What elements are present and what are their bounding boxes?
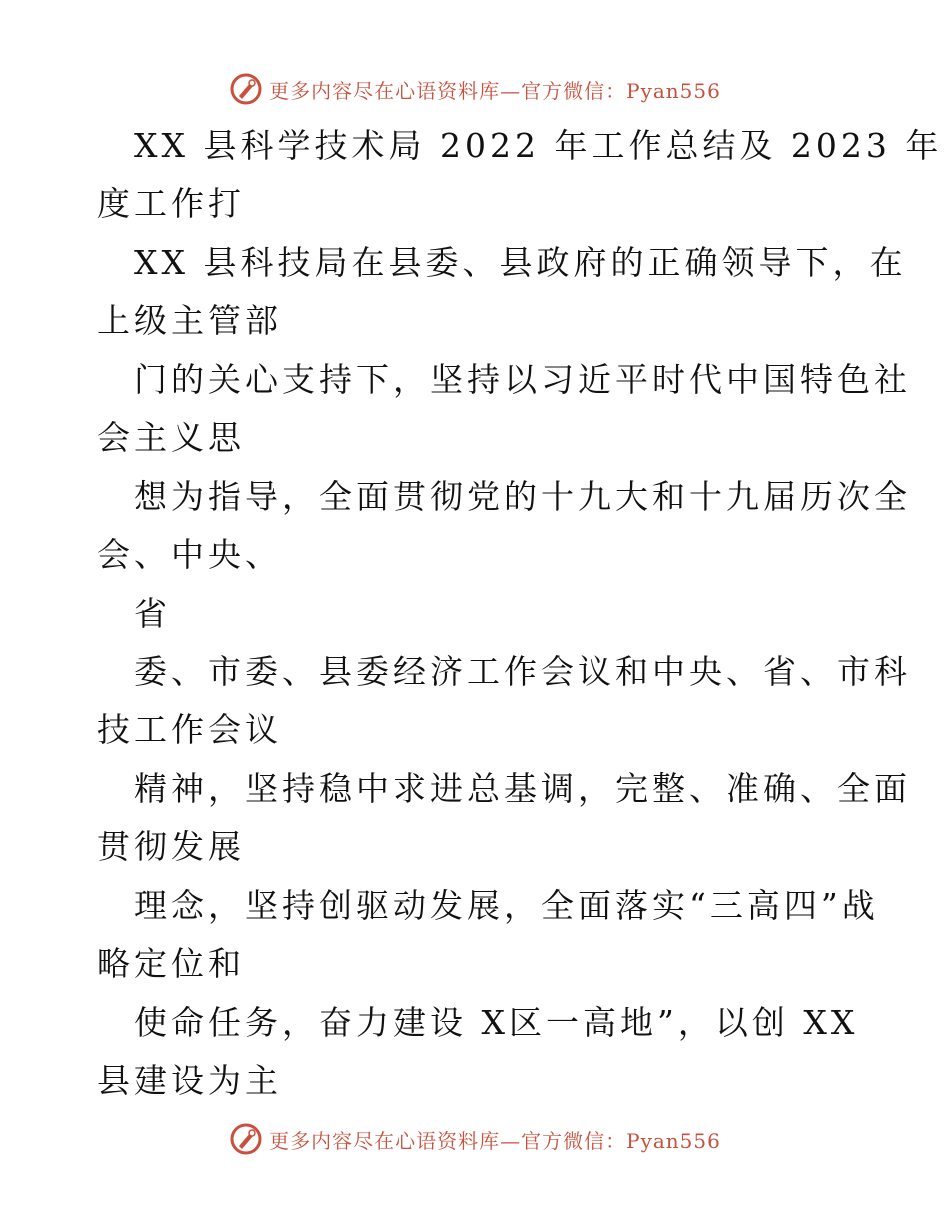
body-line: 略定位和 bbox=[97, 944, 245, 983]
body-line: XX 县科技局在县委、县政府的正确领导下，在 bbox=[134, 243, 907, 282]
pen-nib-logo-icon bbox=[229, 1122, 263, 1156]
watermark-text: 更多内容尽在心语资料库—官方微信：Pyan556 bbox=[269, 78, 721, 103]
body-line: XX 县科学技术局 2022 年工作总结及 2023 年 bbox=[134, 126, 943, 165]
watermark-banner-bottom bbox=[0, 1119, 950, 1159]
watermark-text: 更多内容尽在心语资料库—官方微信：Pyan556 bbox=[269, 1128, 721, 1153]
body-line: 省 bbox=[134, 594, 171, 633]
body-line: 会、中央、 bbox=[97, 535, 282, 574]
body-line: 会主义思 bbox=[97, 418, 245, 457]
body-line: 技工作会议 bbox=[97, 710, 282, 749]
body-line: 想为指导，全面贯彻党的十九大和十九届历次全 bbox=[134, 477, 911, 516]
body-line: 上级主管部 bbox=[97, 301, 282, 340]
body-line: 县建设为主 bbox=[97, 1061, 282, 1100]
watermark-banner-top bbox=[0, 69, 950, 109]
pen-nib-logo-icon bbox=[229, 72, 263, 106]
body-line: 精神，坚持稳中求进总基调，完整、准确、全面 bbox=[134, 769, 911, 808]
body-line: 使命任务，奋力建设 X区一高地”，以创 XX bbox=[134, 1003, 859, 1042]
body-line: 度工作打 bbox=[97, 184, 245, 223]
body-line: 贯彻发展 bbox=[97, 827, 245, 866]
body-line: 委、市委、县委经济工作会议和中央、省、市科 bbox=[134, 652, 911, 691]
body-line: 理念，坚持创驱动发展，全面落实“三高四”战 bbox=[134, 886, 879, 925]
body-line: 门的关心支持下，坚持以习近平时代中国特色社 bbox=[134, 360, 911, 399]
